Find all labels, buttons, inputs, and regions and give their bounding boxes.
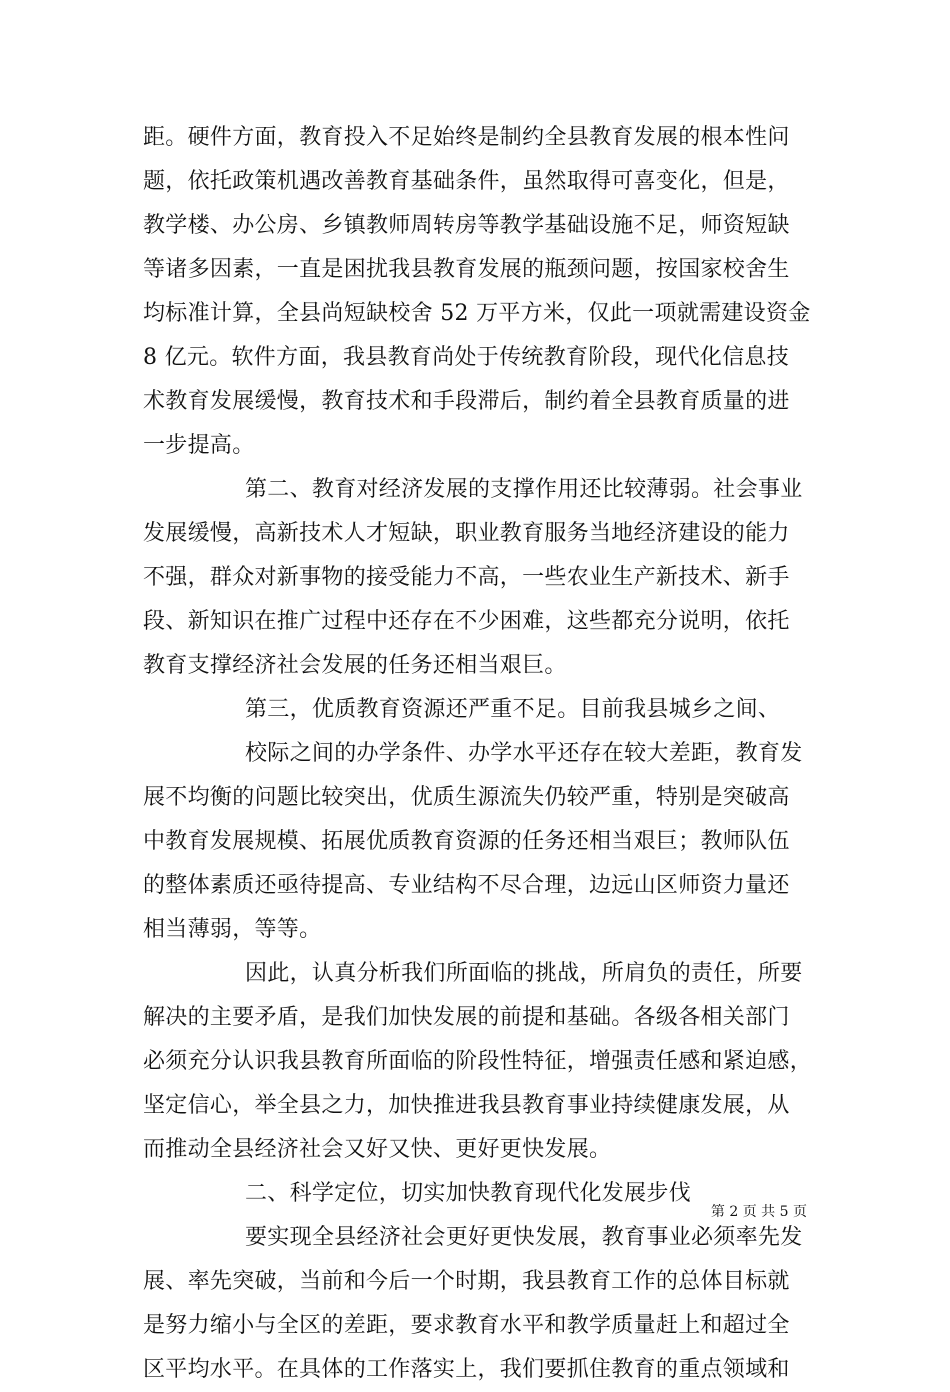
- body-text: [143, 116, 813, 1392]
- text-line: 等诸多因素，一直是困扰我县教育发展的瓶颈问题，按国家校舍生: [143, 257, 790, 282]
- text-line: 不强，群众对新事物的接受能力不高，一些农业生产新技术、新手: [143, 565, 790, 590]
- section-heading: 二、科学定位，切实加快教育现代化发展步伐: [245, 1181, 692, 1206]
- text-line: 教学楼、办公房、乡镇教师周转房等教学基础设施不足，师资短缺: [143, 213, 790, 238]
- text-line: 题，依托政策机遇改善教育基础条件，虽然取得可喜变化，但是，: [143, 169, 790, 194]
- text-line: 均标准计算，全县尚短缺校舍 52 万平方米，仅此一项就需建设资金: [143, 301, 811, 326]
- text-line: 8 亿元。软件方面，我县教育尚处于传统教育阶段，现代化信息技: [143, 345, 789, 370]
- text-line: 相当薄弱，等等。: [143, 917, 322, 942]
- paragraph-start-line: 要实现全县经济社会更好更快发展，教育事业必须率先发: [245, 1225, 803, 1250]
- text-line: 术教育发展缓慢，教育技术和手段滞后，制约着全县教育质量的进: [143, 389, 790, 414]
- paragraph-start-line: 因此，认真分析我们所面临的挑战，所肩负的责任，所要: [245, 961, 803, 986]
- text-line: 展、率先突破，当前和今后一个时期，我县教育工作的总体目标就: [143, 1269, 790, 1294]
- text-line: 段、新知识在推广过程中还存在不少困难，这些都充分说明，依托: [143, 609, 790, 634]
- text-line: 坚定信心，举全县之力，加快推进我县教育事业持续健康发展，从: [143, 1093, 790, 1118]
- text-line: 而推动全县经济社会又好又快、更好更快发展。: [143, 1137, 612, 1162]
- text-line: 展不均衡的问题比较突出，优质生源流失仍较严重，特别是突破高: [143, 785, 790, 810]
- text-line: 一步提高。: [143, 433, 255, 458]
- paragraph-start-line: 第二、教育对经济发展的支撑作用还比较薄弱。社会事业: [245, 477, 803, 502]
- text-line: 中教育发展规模、拓展优质教育资源的任务还相当艰巨；教师队伍: [143, 829, 790, 854]
- paragraph-start-line: 校际之间的办学条件、办学水平还存在较大差距，教育发: [245, 741, 803, 766]
- text-line: 是努力缩小与全区的差距，要求教育水平和教学质量赶上和超过全: [143, 1313, 790, 1338]
- text-line: 教育支撑经济社会发展的任务还相当艰巨。: [143, 653, 567, 678]
- text-line: 的整体素质还亟待提高、专业结构不尽合理，边远山区师资力量还: [143, 873, 790, 898]
- text-line: 发展缓慢，高新技术人才短缺，职业教育服务当地经济建设的能力: [143, 521, 790, 546]
- text-line: 必须充分认识我县教育所面临的阶段性特征，增强责任感和紧迫感，: [143, 1049, 813, 1074]
- page-number-footer: 第 2 页 共 5 页: [710, 1204, 807, 1220]
- text-line: 距。硬件方面，教育投入不足始终是制约全县教育发展的根本性问: [143, 125, 790, 150]
- paragraph-start-line: 第三，优质教育资源还严重不足。目前我县城乡之间、: [245, 697, 781, 722]
- text-line: 区平均水平。在具体的工作落实上，我们要抓住教育的重点领域和: [143, 1357, 790, 1382]
- text-line: 解决的主要矛盾，是我们加快发展的前提和基础。各级各相关部门: [143, 1005, 790, 1030]
